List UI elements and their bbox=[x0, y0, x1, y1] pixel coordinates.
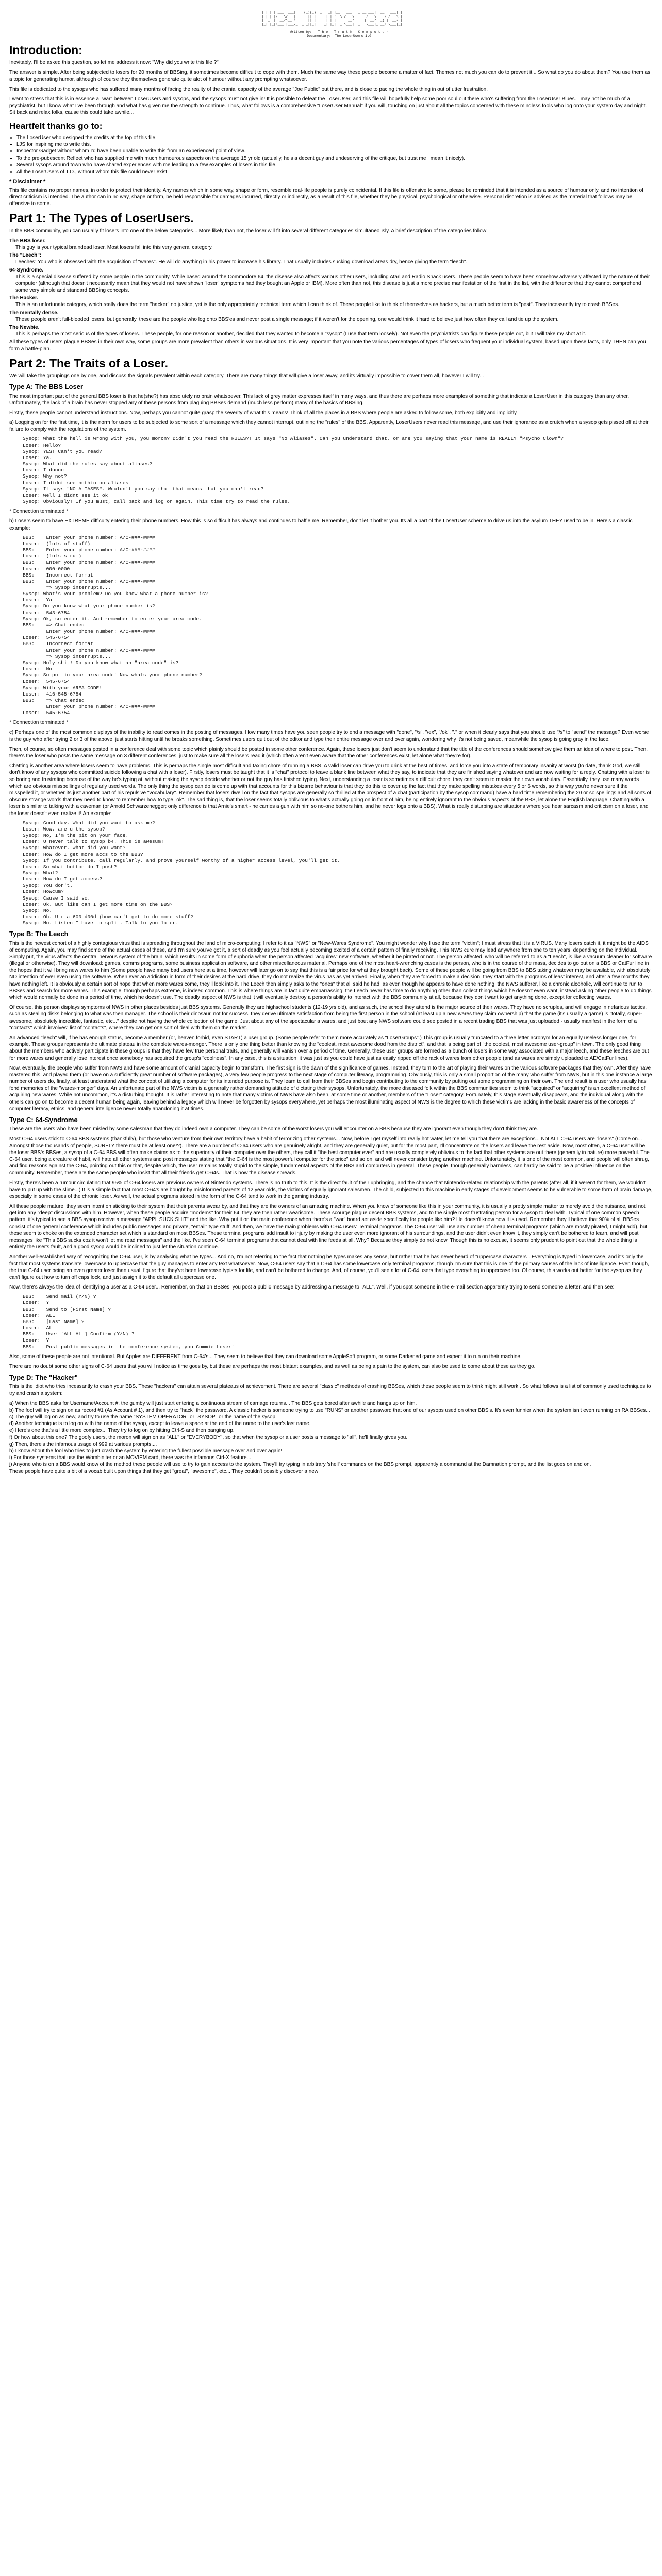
type-c-paragraph: Another well-established way of recognizing the C-64 user, is by analysing what he types... And no, I'm not referring to the fact that nothing he types makes any sense, but rather that he has never heard of "uppercase characters". Everything is typed in lowercase, and it's only the fact that most systems translate lowercase to uppercase that the guy manages to enter any text whatsoever. Now, C-64 users say that a C-64 has some lowercase only terminal programs, though I'm sure that this is one of the primary causes of the lack of intelligence. Even though, the true C-64 user being an even greater loser than usual, figure that they've been lowercase typists for life, and can't be bothered to change. And, of course, you'll see a lot of C-64 users that type everything in uppercase too. Of course, this works out better for the sysop as they can't figure out how to turn off caps lock, and just assign it to the default all uppercase one. bbox=[9, 1254, 649, 1280]
part1-intro-a: In the BBS community, you can usually fit losers into one of the below categories... More likely than not, the loser will fit into bbox=[9, 228, 292, 234]
loser-type-list bbox=[9, 238, 653, 338]
type-definition: Leeches: You who is obsessed with the acquisition of "wares". He will do anything in his power to increase his library. That usually includes sucking download areas dry, hence giving the term "leech". bbox=[15, 259, 468, 265]
type-definition: This guy is your typical braindead loser. Most losers fall into this very general category. bbox=[15, 244, 213, 250]
hacker-technique-list bbox=[9, 1400, 653, 1468]
hacker-technique: b) The fool will try to sign on as record #1 (As Account # 1), and then try to "hack" the password. A classic hacker is someone trying to use "RUNS" or another password that one of our sysops used on other BBS's. It's even funnier when the system isn't even running on RA BBSes... bbox=[9, 1407, 650, 1413]
type-term: The BBS loser. bbox=[9, 238, 46, 244]
thanks-title: Heartfelt thanks go to: bbox=[9, 121, 103, 131]
hacker-technique: c) The guy will log on as new, and try to use the name "SYSTEM OPERATOR" or "SYSOP" or the name of the sysop. bbox=[9, 1414, 277, 1420]
type-a-paragraph: Chatting is another area where losers seem to have problems. This is perhaps the single most difficult and taxing chore of running a BBS. A valid loser can drive you to drink at the best of times, and force you into a state of temporary insanity at worst (to date, thank God, we still don't know of any sysops who committed suicide following a chat with a loser). Firstly, losers must be taught that it is "chat" protocol to leave a blank line between what they say, to indicate that they are finished saying whatever and are now waiting for a reply. Chatting with a loser is so boring and frustrating because of the way he's typing at, without making the sysop decide whether or not the guy has finished typing. Next, understanding a loser is sometimes a difficult chore; they can't seem to master their own vocabulary. Essentially, they use many words which are obvious misspellings of regularly used words. The only thing the sysop can do is come up with that accounts for this bizarre behaviour is that they do this to cover up the fact that they make spelling mistakes every 5 or 6 words, so this way you're never sure if the misspelled it, or whether its just another part of his repulsive "vocabulary". Remember that losers dwell on the fact that sysops are generally so thrilled at the prospect of a chat (participation by the sysop command) have a hard time remembering the 20 or so spellings and all sorts of obscure strange words that they need to know to remember how to type "ok". The sad thing is, that the loser seems totally oblivious to what's actually going on in front of him, being entirely ignorant to the obvious aspects of the BBS, let alone the English language. Chatting with a loser is similar to talking with a caveman (or Arnold Schwarzenegger; only difference is that Arnie's smart - he carries a gun with him so no-one bothers him, and he never logs onto a BBS). What is really disturbing are situations where you hear sarcasm and criticism on a loser, and the loser doesn't even realize it! An example: bbox=[9, 763, 651, 817]
type-c-paragraph: These are the users who have been misled by some salesman that they do indeed own a computer. They can be some of the worst losers you will encounter on a BBS because they are ignorant even though they don't think they are. bbox=[9, 1126, 538, 1132]
thanks-list bbox=[16, 134, 653, 175]
type-c-paragraph: Also, some of these people are not intentional. But Apples are DIFFERENT from C-64's... They seem to believe that they can download some AppleSoft program, or some Darkened game and expect it to run on their machine. bbox=[9, 1353, 522, 1360]
connection-terminated: * Connection terminated * bbox=[9, 509, 68, 515]
part1-title: Part 1: The Types of LoserUsers. bbox=[9, 211, 194, 225]
type-b-paragraph: An advanced "leech" will, if he has enough status, become a member (or, heaven forbid, even START) a user group. (Some people refer to them more accurately as "LoserGroups".) This group is usually truncated to a three letter acronym for an equally useless longer one, for example. These groups represents the ultimate plateau in the complete wares-monger. There is only one thing better than knowing the "coolest, most awesome dood from the district", and that is being part of "the coolest, most awesome user-group" in town. The only good thing about the members who actively participate in these groups is that they have few true personal traits, and generally will vanish over a period of time. Generally, these user groups are formed as a bunch of losers in some way associated with a major leech, and these leeches are out for more wares and generally lose interest once somebody has acquired the group's "coolness". In any case, this is a situation, it was just as you could have just as easily ripped off the rack of wares from other people (and as wares are simply uploaded to AE/CatFur lines). bbox=[9, 1035, 649, 1061]
type-term: The Hacker. bbox=[9, 295, 39, 301]
part1-intro-underline: several bbox=[291, 228, 308, 234]
type-term: The "Leech": bbox=[9, 252, 42, 259]
chat-transcript: BBS: Enter your phone number: A/C-###-#### Loser: (lots of stuff) BBS: Enter your phone number: A/C-###-#### Loser: (lots strum) BBS: Enter your phone number: A/C-###-#### Loser: 000-0000 BBS: Incorrect format BBS: Enter your phone number: A/C-###-#### => Sysop interrupts... Sysop: What's your problem? Do you know what a phone number is? Loser: Ya Sysop: Do you know what your phone number is? Loser: 543-6754 Sysop: Ok, so enter it. And remember to enter your area code. BBS: => Chat ended Enter your phone number: A/C-###-#### Loser: 545-6754 BBS: Incorrect format Enter your phone number: A/C-###-#### => Sysop interrupts... Sysop: Holy shit! Do you know what an "area code" is? Loser: No Sysop: So put in your area code! Now whats your phone number? Loser: 545-6754 Sysop: With your AREA CODE! Loser: 416-545-6754 BBS: => Chat ended Enter your phone number: A/C-###-#### Loser: 545-6754 bbox=[23, 534, 208, 716]
part2-intro: We will take the groupings one by one, and discuss the signals prevalent within each category. There are many things that will give a loser away, and its virtually impossible to cover them all, however I will try... bbox=[9, 373, 484, 379]
type-c-paragraph: Firstly, there's been a rumour circulating that 95% of C-64 losers are previous owners of Nintendo systems. There is no truth to this. It is the direct fault of their upbringing, and the chance that Nintendo-related relationship with the parents (after all, if it weren't for them, we wouldn't have to put up with the slime...) It is a simple fact that most C-64's are bought by misinformed parents of 12 year olds, the victims of equally ignorant salesmen. The child, subjected to this machine in early stages of development seems to be vulnerable to some form of brain damage, especially in some cases of the chronic loser. As well, the actual programs stored in the form of the C-64 tend to work in the gaming industry. bbox=[9, 1180, 653, 1199]
thanks-item: • Several sysops around town who have shared experiences with me leading to a few examples of losers in this file. bbox=[16, 162, 653, 168]
hacker-technique: a) When the BBS asks for Username/Account #, the gumby will just start entering a continuous stream of carriage returns... The BBS gets bored after awhile and hangs up on him. bbox=[9, 1400, 417, 1406]
thanks-item: • The LoserUser who designed the credits at the top of this file. bbox=[16, 134, 653, 141]
type-b-paragraph: Now, eventually, the people who suffer from NWS and have some amount of cranial capacity begin to transform. The first sign is the dawn of the significance of games. Instead, they turn to the art of playing their wares on the various software packages that they own. After they have mastered this, and played them (or have on a sufficiently great number of software packages), a very few people progress to the next stage of computer literacy, programming. Obviously, this is only a small proportion of the many who suffer from NWS, but in this one instance a large number of users do, finally, at least understand what the concept of utilizing a computer for its intended purpose is. They learn to call from their BBSes and begin contributing to the community by putting out some programming on their own. The end result is a user who usually has fond memories of the "wares-monger" days. An unfortunate part of the NWS victim is a generally rather demanding attitude of dictating their sysops. Unfortunately, the more diseased folk within the BBS communities seem to think "acquired" or "acquiring" is an excellent method of acquiring new wares. While not uncommon, it's a disturbing thought. It is rather interesting to note that many victims of NWS have also been, at some time or another, members of the "Loser" category. Fortunately, this stage eventually disappears, and the individual along with the others can go on to become a decent human being again, leaving behind a legacy which will never be forgotten by sysops everywhere, yet perhaps the most illuminating aspect of NWS is the degree to which these victims are lacking in the basic awareness of the concepts of computer literacy, ethics, and general intelligence never totally abandoning it at times. bbox=[9, 1065, 652, 1112]
intro-paragraph: The answer is simple. After being subjected to losers for 20 months of BBSing, it sometimes become difficult to cope with them. Much the same way these people become a matter of fact. Themes not much you can do to prevent it... So what do you do about them? You use them as a topic for generating humor, although of course they themselves generate quite alot of humour without any prompting whatsoever. bbox=[9, 70, 651, 82]
type-a-paragraph: a) Logging on for the first time, it is the norm for users to be subjected to some sort of a message which they cannot interrupt, outlining the "rules" of the BBS. Apparently, LoserUsers never read this message, and use their ignorance as a crutch when a sysop gets pissed off at their failure to comply with the regulations of the system. bbox=[9, 420, 649, 433]
thanks-item: • To the pre-pubescent Refleet who has supplied me with much humourous aspects on the average 15 yr old (actually, he's a decent guy and undeserving of the critique, but trust me I mean it nicely). bbox=[16, 155, 653, 162]
type-c-paragraph: All these people mature, they seem intent on sticking to their system that their parents swear by, and that they are the owners of an amazing machine. When you know of someone like this in your community, it is usually a pretty simple matter to merely avoid the nuisance, and not get into any "deep" discussions with him. However, when these people acquire "modems" for their 64, they are then rather wearisome. These scourge plague decent BBS systems, and to the single most frustrating person for a sysop to deal with. Typical of one common speech pattern, it's typical to see a BBS sysop receive a message "APPL SUCK SHIT" and the like. Why put it on the main conference when there's a "war" board set aside specifically for people like him? He doesn't know how it is used. Remember they'll believe that 90% of all BBSes consist of one general conference which includes public messages and private, "email" type stuff. And then, we have the main problems with C-64 users: Terminal programs. The C-64 user will use any number of cheap terminal programs (which are mostly pirated, I might add), but these seem to choke on the extended character set which is standard on most BBSes. These terminal programs add insult to injury by making the user even more ignorant of his surroundings, and the user didn't even know it, they simply can't be bothered to learn, and will post messages like "This BBS sucks coz it won't let me read messages" and the like. I've seen C-64 terminal programs that cannot deal with line feeds at all. Why? Because they simply do not know. Though this is no excuse, it seems only prudent to point out that the whole thing is entirely the user's fault, and a good sysop would be inclined to just let the situation continue. bbox=[9, 1204, 648, 1250]
type-c-paragraph: Now, there's always the idea of identifying a user as a C-64 user... Remember, on that on BBSes, you post a public message by addressing a message to "ALL". Well, if you spot someone in the e-mail section apparently trying to send someone a letter, and then see: bbox=[9, 1284, 615, 1291]
type-d-paragraph: These people have quite a bit of a vocab built upon things that they get "great", "awesome", etc... They couldn't possibly discover a new bbox=[9, 1468, 319, 1475]
type-d-paragraph: This is the idiot who tries incessantly to crash your BBS. These "hackers" can attain several plateaus of achievement. There are several "classic" methods of crashing BBSes, which these people seem to think might still work.. So what follows is a list of commonly used techniques to try and crash a system: bbox=[9, 1384, 651, 1397]
type-c-paragraph: Most C-64 users stick to C-64 BBS systems (thankfully), but those who venture from their own territory have a habit of terrorizing other systems... Now, before I get myself into really hot water, let me tell you that there are exceptions... Not ALL C-64 users are "losers" (Come on... Amongst those thousands of people, SURELY there must be at least one!?). There are a number of C-64 users who are genuinely alright, and they are generally quiet, but for the most part, I'll concentrate on the losers and leave the rest aside. Now, most often, a C-64 user will be the loser BBS's BBSes, a sysop of a C-64 BBS will often make claims as to the superiority of their computer over the others, they call it "the best computer ever" and are usually completely oblivious to the fact that other systems are out there (generally in nature) more powerful. The C-64 user, being a creature of habit, will hate all other systems and post messages stating that "the C-64 is the most powerful computer for the price" and so on, and will never consider trying another machine. Unfortunately, it is one of the most common, and people will often shrug, and find reasons against the C-64, pointing out this or that, despite which, the user remains totally stupid to the simple, fundamental aspects of the BBS and computers in general. These people, though generally harmless, can hardly be said to be a positive influence on the community. Remember, these are the same people who insist that all their friends get C-64s. That is how the disease spreads. bbox=[9, 1136, 650, 1176]
type-c-title: Type C: 64-Syndrome bbox=[9, 1116, 78, 1124]
thanks-item: • All the LoserUsers of T.O., without whom this file could never exist. bbox=[16, 168, 653, 175]
type-definition: This is a special disease suffered by some people in the community. While based around the Commodore 64, the disease also affects various other users, including Atari and Radio Shack users. These people seem to have been somehow adversely affected by the nature of their computer (although that doesn't necessarily mean that they would not have shown "loser" symptoms had they bought an Apple or IBM). More often than not, this disease is just a more precise manifestation of the first in the list, with the difference that they cannot comprehend some very simple and standard BBSing concepts. bbox=[15, 274, 650, 294]
type-d-title: Type D: The "Hacker" bbox=[9, 1374, 78, 1382]
intro-paragraph: Inevitably, I'll be asked this question, so let me address it now: "Why did you write this file ?" bbox=[9, 60, 219, 66]
thanks-item: • LJS for inspiring me to write this. bbox=[16, 141, 653, 148]
hacker-technique: d) Another technique is to log on with the name of the sysop, except to leave a space at the end of the name to the user's last name. bbox=[9, 1421, 311, 1427]
disclaimer-text: This file contains no proper names, in order to protect their identity. Any names which in some way, shape or form, resemble real-life people is purely coincidental. If this file is offensive to some, please be reminded that it is intended as a source of humour only, and no intention of direct criticism is intended. The author can in no way, shape or form, be held responsible for damages incurred, directly or indirectly, as a result of this file, whether they be physical, psychological or otherwise. Personal discretion is advised as the material that follows may be offensive to some. bbox=[9, 187, 643, 207]
part1-intro-b: different categories simultaneously. A brief description of the categories follow: bbox=[308, 228, 488, 234]
hacker-technique: g) Then, there's the infamous usage of 999 at various prompts.... bbox=[9, 1441, 157, 1447]
chat-transcript: Sysop: What the hell is wrong with you, you moron? Didn't you read the RULES?! It says "No Aliases". Can you understand that, or are you saying that your name is REALLY "Psycho Clown"? Loser: Hello? Sysop: YES! Can't you read? Loser: Ya. Sysop: What did the rules say about aliases? Loser: I dunno Sysop: Why not? Loser: I didnt see nothin on aliases Sysop: It says "NO ALIASES". Wouldn't you say that that means that you can't read? Loser: Well I didnt see it ok Sysop: Obviously! If you must, call back and log on again. This time try to read the rules. bbox=[23, 436, 564, 505]
ascii-banner: _ _ _ _ _ _ _____ _ _ _ | | | | ___ ___| || (_)(_) |_ _| |__ ___ _ __ ___| |__ ___| | | |_| |/ _ \/ __| __ | || | | | | '_ \ / _ \ | '__/ _ \ '_ \ / _ \ | | _ | __/\__ \ || | || | | | | | | | __/ | | | __/ |_) | __/ | |_| |_|\___||___/_||_|_||_| |_| |_| |_|\___| |_| \___|_.__/ \___|_| Written by: T h e T r u t h C o m p u t e r Documentary: The LoserUsers 1.0 bbox=[261, 7, 403, 38]
type-definition: These people aren't full-blooded losers, but generally, these are the people who log onto BBS'es and never post a single message; if it weren't for the opening, one would think it hard to believe just how often they call and tie up the system. bbox=[15, 316, 559, 323]
chat-transcript: BBS: Send mail (Y/N) ? Loser: Y BBS: Send to [First Name] ? Loser: ALL BBS: [Last Name] ? Loser: ALL BBS: User [ALL ALL] Confirm (Y/N) ? Loser: Y BBS: Post public messages in the conference system, you Commie Loser! bbox=[23, 1294, 235, 1350]
type-b-paragraph: This is the newest cohort of a highly contagious virus that is spreading throughout the land of micro-computing; I refer to it as "NWS" or "New-Wares Syndrome". You might wonder why I use the term "victim"; I must stress that it is a VIRUS. Many losers catch it, it might be the AIDS of computing. Again, you may find some of the actual cases of these, and I'm sure you've got it, a sort of deadly as you feel actually becoming excited of a certain pattern of finally receiving. This NWS cure may lead anywhere from one to ten years, depending on the individual. Simply put, the virus affects the central nervous system of the brain, which results in some form of euphoria when the person affected "acquires" new software, whether it be pirated or not. The person affected, who will be referred to as a "Leech", is like a vacuum cleaner for software (illegal or otherwise). They will download: games, comms programs, some business application software, and other miscellaneous material. Perhaps one of the most heart-wrenching cases is the person, who is in the course of the mass, decides to go out on a BBS or CatFur line in the hopes that it will bring new wares to him (Some people have many bad users here at a time, however will later go on to say that this is a fair price for what they brought back). Some of these people will be going from BBS to BBS taking whatever may be available, with absolutely NO intention of ever even using the software. When ever an addiction in form of their desires at the hard drive, they do not realize the virus has as yet arrived. Finally, when they are forced to make a decision, they start with the programs of least interest, and after a few months they have nothing left. It is obviously a certain sort of hope that when more wares come, they'll look into it. The Leech then simply asks to the "ones" that all said he had, as even though he appears to have done nothing, the NWS sufferer, like a chronic alcoholic, will continue to run to BBSes and search for more wares. This example, though perhaps extreme, is indeed common. This is where things are in fact quite embarrassing; the Leech never has time to do anything other than collect things which he doesn't even want, instead asking other people to do things which would normally be done in a period of time, which he doesn't use. The deadly aspect of NWS is that it will eventually destroy a person's ability to interact with the BBS community at all, because they don't want to get anything done, except for collecting wares. bbox=[9, 940, 652, 1001]
type-a-title: Type A: The BBS Loser bbox=[9, 383, 84, 391]
connection-terminated: * Connection terminated * bbox=[9, 720, 68, 726]
type-term: The mentally dense. bbox=[9, 310, 59, 316]
type-c-paragraph: There are no doubt some other signs of C-64 users that you will notice as time goes by, but these are perhaps the most blatant examples, and as well as being a pain to the system, can also be used to come about these as they go. bbox=[9, 1363, 536, 1369]
hacker-technique: i) For those systems that use the Wombiniter or an MOVIEM card, there was the infamous Ctrl-X feature... bbox=[9, 1455, 251, 1461]
hacker-technique: f) Or how about this one? The goofy users, the moron will sign on as "ALL" or "EVERYBODY", so that when the sysop or a user posts a message to "all", he'll finally gives you. bbox=[9, 1434, 408, 1440]
type-a-paragraph: Firstly, these people cannot understand instructions. Now, perhaps you cannot quite grasp the severity of what this means! Think of all the places in a BBS where people are asked to follow some, both explicitly and implicitly. bbox=[9, 410, 518, 416]
chat-transcript: Sysop: Good day. What did you want to ask me? Loser: Wow, are u the sysop? Sysop: No, I'm the pit on your face. Loser: U never talk to sysop b4. This is awesum! Sysop: Whatever. What did you want? Loser: How do I get more accs to the BBS? Sysop: If you contribute, call regularly, and prove yourself worthy of a higher access level, you'll get it. Loser: So what button do I push? Sysop: What? Loser: How do I get access? Sysop: You don't. Loser: Howcum? Sysop: Cause I said so. Loser: Ok. But like can I get more time on the BBS? Sysop: No. Loser: Oh. U r a 600 d00d (how can't get to do more stuff? Sysop: No. Listen I have to split. Talk to you later. bbox=[23, 820, 340, 926]
type-definition: This is perhaps the most serious of the types of losers. These people, for one reason or another, decided that they wanted to become a "sysop" (I use that term loosely). Not even the psychiatrists can figure these people out, but I will take my shot at it. bbox=[15, 331, 586, 337]
part1-outro: All these types of users plague BBSes in their own way, some groups are more prevalent than others in various situations. It is very important that you note the various percentages of types of losers who frequent your individual system, based upon these facts, only THEN can you form a battle-plan. bbox=[9, 339, 646, 352]
type-a-paragraph: b) Losers seem to have EXTREME difficulty entering their phone numbers. How this is so difficult has always and continues to baffle me. Remember, don't let it bother you. Its all a part of the LoserUser scheme to drive us into the asylum THEY used to be in. Here's a classic example: bbox=[9, 518, 633, 531]
part2-title: Part 2: The Traits of a Loser. bbox=[9, 356, 169, 370]
type-a-paragraph: The most important part of the general BBS loser is that he(she?) has absolutely no brain whatsoever. This lack of grey matter expresses itself in many ways, and thus there are perhaps more examples of something that indicate a LoserUser in this category than any other. Unfortunately, the lack of a brain has never stopped any of these persons from plaguing BBSes demand (much less perform) many of the basics of BBSing. bbox=[9, 393, 630, 406]
type-a-paragraph: Then, of course, so often messages posted in a conference deal with some topic which plainly should be posted in some other conference. Again, these losers just don't seem to understand that the title of the conferences should somehow give them an idea of where to post. Then, there's the loser who posts the same message on 3 different conferences, just to make sure all the losers read it (which often aren't even aware that the other conferences exist, let alone what they're for). bbox=[9, 746, 648, 759]
hacker-technique: h) I know about the fool who tries to just crash the system by entering the fullest possible message over and over again! bbox=[9, 1448, 283, 1454]
type-term: 64-Syndrome. bbox=[9, 267, 44, 273]
part1-intro bbox=[9, 228, 653, 234]
disclaimer-title: * Disclaimer * bbox=[9, 179, 46, 185]
intro-title: Introduction: bbox=[9, 43, 82, 57]
intro-paragraph: This file is dedicated to the sysops who has suffered many months of facing the reality of the cranial capacity of the average "Joe Public" out there, and is close to pacing the whole thing in out of utter frustration. bbox=[9, 86, 488, 92]
thanks-item: • Inspector Gadget without whom I'd have been unable to write this from an experienced point of view. bbox=[16, 148, 653, 155]
intro-paragraph: I want to stress that this is in essence a "war" between LoserUsers and sysops, and the sysops must not give in! It is possible to defeat the LoserUser, and this file will hopefully help some poor soul out there who's suffering from the LoserUser Blues. I may not be much of a psychiatrist, but I know what I've been through and what has given me the strength to continue. Thus, what follows is a comprehensive "LoserUser Manual" if you will, touching on just about all the topics concerned with these mindless fools who log onto your system day and night. Sit back and relax folks, cause this could take awhile... bbox=[9, 96, 647, 116]
hacker-technique: j) Anyone who is on a BBS would know of the method these people will use to try to gain access to the system. They'll try typing in arbitrary 'shell' commands on the BBS prompt, apparently a command at the Damnation prompt, and the list goes on and on. bbox=[9, 1462, 591, 1468]
type-a-paragraph: c) Perhaps one of the most common displays of the inability to read comes in the posting of messages. How many times have you seen people try to end a message with "done", "/s", "/ex", "/ok", "." or when it clearly says that you should use "/s" to "send" the message? Even worse is the guy who after trying 2 or 3 of the above, just starts hitting until he breaks something. Sometimes users quit out of the editor and type their entire message over and over again, wondering why it's not being saved, meanwhile the sysop is going gray in the face. bbox=[9, 730, 649, 742]
type-term: The Newbie. bbox=[9, 325, 40, 331]
hacker-technique: e) Here's one that's a little more complex... They try to log on by hitting Ctrl-S and then banging up. bbox=[9, 1428, 235, 1434]
type-definition: This is an unfortunate category, which really does the term "hacker" no justice, yet is the only appropriately technical term which I can think of. These people like to think of themselves as hackers, but a much better term is "pest". They incessantly try to crash BBSes. bbox=[15, 302, 619, 308]
type-b-paragraph: Of course, this person displays symptoms of NWS in other places besides just BBS systems. Generally they are highschool students (12-19 yrs old), and as such, the school they attend is the major source of their wares. They have no scruples, and will engage in nefarious tactics, such as stealing disks belonging to what was then manager. The school is their dinosaur, not for success, they derive ultimate satisfaction from being the first person in the school (at least up a new wares they claim ownership) that the game (it's usually a game) is "totally, super-awesome, absolutely incredible, fantastic, etc..." despite not having the whole collection of the game. Just about any of the spectacular a wares, and just bout any NWS software could see posted in a recent trading BBS that was just uploaded - usually manifest in the form of a "contacts" which involves: list of "contacts", where they can get one sort of deal with them on the market. bbox=[9, 1005, 647, 1031]
type-b-title: Type B: The Leech bbox=[9, 930, 69, 938]
